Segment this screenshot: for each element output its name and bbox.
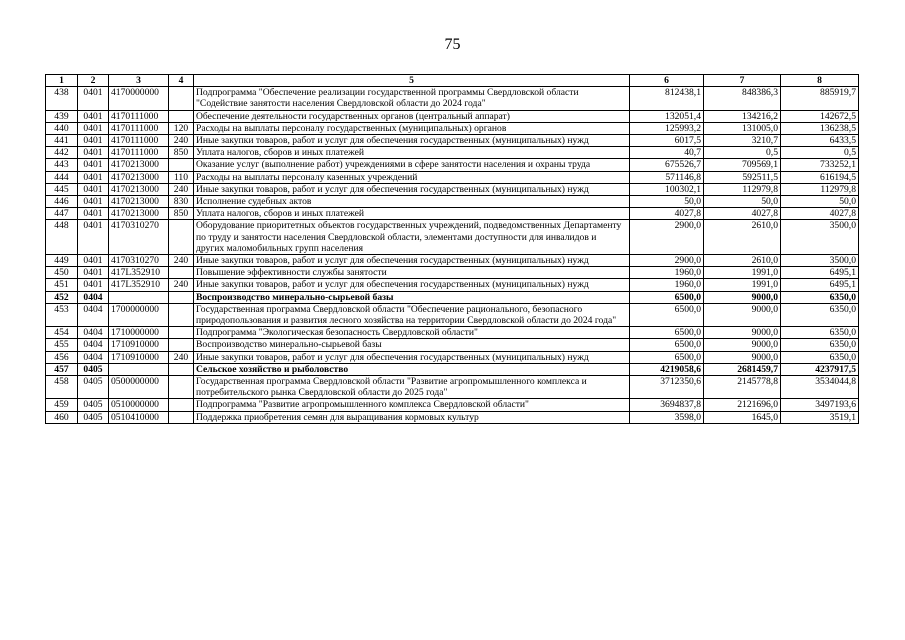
- table-row: [46, 220, 859, 255]
- amount-year1-cell: 6500,0: [630, 303, 704, 326]
- row-number-cell: 440: [46, 122, 78, 134]
- amount-year3-cell: 142672,5: [781, 110, 859, 122]
- table-row: [46, 110, 859, 122]
- expense-type-cell: [169, 339, 194, 351]
- amount-year3-cell: 3500,0: [781, 255, 859, 267]
- expense-type-cell: [169, 87, 194, 110]
- target-code-cell: 4170310270: [109, 220, 169, 255]
- description-cell: Подпрограмма "Экологическая безопасность Свердловской области": [194, 327, 630, 339]
- amount-year2-cell: 1991,0: [704, 267, 781, 279]
- amount-year1-cell: 3694837,8: [630, 399, 704, 411]
- row-number-cell: 448: [46, 220, 78, 255]
- amount-year2-cell: 112979,8: [704, 183, 781, 195]
- amount-year1-cell: 1960,0: [630, 279, 704, 291]
- target-code-cell: 4170213000: [109, 183, 169, 195]
- amount-year2-cell: 2145778,8: [704, 376, 781, 399]
- description-cell: Иные закупки товаров, работ и услуг для обеспечения государственных (муниципальных) нужд: [194, 183, 630, 195]
- table-row: [46, 255, 859, 267]
- row-number-cell: 438: [46, 87, 78, 110]
- table-row: [46, 208, 859, 220]
- row-number-cell: 457: [46, 363, 78, 375]
- amount-year1-cell: 40,7: [630, 147, 704, 159]
- expense-type-cell: [169, 267, 194, 279]
- header-cell: 2: [78, 75, 109, 87]
- description-cell: Подпрограмма "Обеспечение реализации государственной программы Свердловской области "Содействие занятости населения Свердловской области до 2024 года": [194, 87, 630, 110]
- expense-type-cell: [169, 363, 194, 375]
- table-row: [46, 291, 859, 303]
- section-code-cell: 0401: [78, 183, 109, 195]
- target-code-cell: 1710910000: [109, 351, 169, 363]
- table-row: [46, 399, 859, 411]
- expense-type-cell: 240: [169, 183, 194, 195]
- amount-year3-cell: 3519,1: [781, 411, 859, 423]
- target-code-cell: 4170213000: [109, 159, 169, 171]
- header-cell: 8: [781, 75, 859, 87]
- description-cell: Иные закупки товаров, работ и услуг для обеспечения государственных (муниципальных) нужд: [194, 135, 630, 147]
- section-code-cell: 0401: [78, 196, 109, 208]
- row-number-cell: 453: [46, 303, 78, 326]
- description-cell: Сельское хозяйство и рыболовство: [194, 363, 630, 375]
- amount-year1-cell: 125993,2: [630, 122, 704, 134]
- amount-year2-cell: 2121696,0: [704, 399, 781, 411]
- header-cell: 5: [194, 75, 630, 87]
- budget-table: [45, 74, 859, 424]
- description-cell: Расходы на выплаты персоналу государственных (муниципальных) органов: [194, 122, 630, 134]
- expense-type-cell: [169, 110, 194, 122]
- description-cell: Уплата налогов, сборов и иных платежей: [194, 147, 630, 159]
- target-code-cell: 0500000000: [109, 376, 169, 399]
- section-code-cell: 0401: [78, 122, 109, 134]
- table-row: [46, 351, 859, 363]
- expense-type-cell: 240: [169, 279, 194, 291]
- amount-year1-cell: 3598,0: [630, 411, 704, 423]
- section-code-cell: 0404: [78, 339, 109, 351]
- description-cell: Государственная программа Свердловской области "Обеспечение рационального, безопасного природопользования и развития лесного хозяйства на территории Свердловской области до 2024 года": [194, 303, 630, 326]
- row-number-cell: 445: [46, 183, 78, 195]
- expense-type-cell: 120: [169, 122, 194, 134]
- section-code-cell: 0401: [78, 220, 109, 255]
- description-cell: Иные закупки товаров, работ и услуг для обеспечения государственных (муниципальных) нужд: [194, 351, 630, 363]
- table-row: [46, 171, 859, 183]
- row-number-cell: 444: [46, 171, 78, 183]
- amount-year2-cell: 709569,1: [704, 159, 781, 171]
- row-number-cell: 455: [46, 339, 78, 351]
- section-code-cell: 0401: [78, 147, 109, 159]
- amount-year2-cell: 2681459,7: [704, 363, 781, 375]
- table-row: [46, 122, 859, 134]
- amount-year1-cell: 4219058,6: [630, 363, 704, 375]
- amount-year3-cell: 6433,5: [781, 135, 859, 147]
- section-code-cell: 0401: [78, 159, 109, 171]
- section-code-cell: 0401: [78, 87, 109, 110]
- header-cell: 4: [169, 75, 194, 87]
- amount-year2-cell: 0,5: [704, 147, 781, 159]
- amount-year2-cell: 4027,8: [704, 208, 781, 220]
- amount-year1-cell: 812438,1: [630, 87, 704, 110]
- description-cell: Исполнение судебных актов: [194, 196, 630, 208]
- section-code-cell: 0405: [78, 363, 109, 375]
- table-row: [46, 376, 859, 399]
- amount-year2-cell: 50,0: [704, 196, 781, 208]
- description-cell: Иные закупки товаров, работ и услуг для обеспечения государственных (муниципальных) нужд: [194, 279, 630, 291]
- row-number-cell: 439: [46, 110, 78, 122]
- expense-type-cell: 850: [169, 147, 194, 159]
- amount-year3-cell: 6350,0: [781, 327, 859, 339]
- expense-type-cell: 850: [169, 208, 194, 220]
- table-row: [46, 327, 859, 339]
- description-cell: Поддержка приобретения семян для выращивания кормовых культур: [194, 411, 630, 423]
- amount-year2-cell: 848386,3: [704, 87, 781, 110]
- description-cell: Оказание услуг (выполнение работ) учреждениями в сфере занятости населения и охраны труда: [194, 159, 630, 171]
- expense-type-cell: [169, 327, 194, 339]
- table-header-row: [46, 75, 859, 87]
- amount-year1-cell: 2900,0: [630, 255, 704, 267]
- target-code-cell: [109, 363, 169, 375]
- amount-year1-cell: 3712350,6: [630, 376, 704, 399]
- description-cell: Государственная программа Свердловской области "Развитие агропромышленного комплекса и потребительского рынка Свердловской области до 2025 года": [194, 376, 630, 399]
- expense-type-cell: [169, 376, 194, 399]
- target-code-cell: 417L352910: [109, 267, 169, 279]
- target-code-cell: 0510410000: [109, 411, 169, 423]
- amount-year3-cell: 4027,8: [781, 208, 859, 220]
- amount-year2-cell: 9000,0: [704, 327, 781, 339]
- row-number-cell: 460: [46, 411, 78, 423]
- amount-year1-cell: 6017,5: [630, 135, 704, 147]
- amount-year2-cell: 9000,0: [704, 339, 781, 351]
- amount-year3-cell: 616194,5: [781, 171, 859, 183]
- amount-year2-cell: 3210,7: [704, 135, 781, 147]
- section-code-cell: 0401: [78, 171, 109, 183]
- row-number-cell: 441: [46, 135, 78, 147]
- amount-year2-cell: 592511,5: [704, 171, 781, 183]
- amount-year3-cell: 50,0: [781, 196, 859, 208]
- amount-year3-cell: 136238,5: [781, 122, 859, 134]
- description-cell: Оборудование приоритетных объектов государственных учреждений, подведомственных Департаменту по труду и занятости населения Свердловской области, элементами доступности для инвалидов и других маломобильных групп населения: [194, 220, 630, 255]
- description-cell: Иные закупки товаров, работ и услуг для обеспечения государственных (муниципальных) нужд: [194, 255, 630, 267]
- description-cell: Обеспечение деятельности государственных органов (центральный аппарат): [194, 110, 630, 122]
- amount-year2-cell: 9000,0: [704, 351, 781, 363]
- section-code-cell: 0401: [78, 279, 109, 291]
- amount-year2-cell: 2610,0: [704, 255, 781, 267]
- expense-type-cell: 240: [169, 135, 194, 147]
- target-code-cell: 417L352910: [109, 279, 169, 291]
- amount-year3-cell: 885919,7: [781, 87, 859, 110]
- target-code-cell: 4170310270: [109, 255, 169, 267]
- table-row: [46, 87, 859, 110]
- amount-year3-cell: 3497193,6: [781, 399, 859, 411]
- description-cell: Подпрограмма "Развитие агропромышленного комплекса Свердловской области": [194, 399, 630, 411]
- expense-type-cell: [169, 411, 194, 423]
- amount-year1-cell: 132051,4: [630, 110, 704, 122]
- target-code-cell: 4170111000: [109, 122, 169, 134]
- expense-type-cell: 240: [169, 351, 194, 363]
- target-code-cell: 4170111000: [109, 110, 169, 122]
- expense-type-cell: [169, 303, 194, 326]
- target-code-cell: 4170213000: [109, 196, 169, 208]
- amount-year3-cell: 6350,0: [781, 351, 859, 363]
- section-code-cell: 0401: [78, 208, 109, 220]
- target-code-cell: 0510000000: [109, 399, 169, 411]
- table-row: [46, 135, 859, 147]
- amount-year2-cell: 9000,0: [704, 291, 781, 303]
- amount-year2-cell: 1991,0: [704, 279, 781, 291]
- section-code-cell: 0404: [78, 351, 109, 363]
- table-row: [46, 363, 859, 375]
- header-cell: 7: [704, 75, 781, 87]
- row-number-cell: 458: [46, 376, 78, 399]
- section-code-cell: 0404: [78, 327, 109, 339]
- amount-year1-cell: 50,0: [630, 196, 704, 208]
- amount-year3-cell: 112979,8: [781, 183, 859, 195]
- row-number-cell: 443: [46, 159, 78, 171]
- amount-year3-cell: 3534044,8: [781, 376, 859, 399]
- row-number-cell: 459: [46, 399, 78, 411]
- amount-year1-cell: 6500,0: [630, 339, 704, 351]
- row-number-cell: 454: [46, 327, 78, 339]
- table-row: [46, 147, 859, 159]
- amount-year1-cell: 2900,0: [630, 220, 704, 255]
- amount-year3-cell: 6350,0: [781, 291, 859, 303]
- expense-type-cell: [169, 220, 194, 255]
- expense-type-cell: 110: [169, 171, 194, 183]
- section-code-cell: 0401: [78, 255, 109, 267]
- description-cell: Воспроизводство минерально-сырьевой базы: [194, 291, 630, 303]
- amount-year1-cell: 1960,0: [630, 267, 704, 279]
- section-code-cell: 0401: [78, 267, 109, 279]
- row-number-cell: 442: [46, 147, 78, 159]
- amount-year1-cell: 4027,8: [630, 208, 704, 220]
- description-cell: Повышение эффективности службы занятости: [194, 267, 630, 279]
- target-code-cell: 4170000000: [109, 87, 169, 110]
- section-code-cell: 0404: [78, 303, 109, 326]
- amount-year1-cell: 6500,0: [630, 291, 704, 303]
- row-number-cell: 452: [46, 291, 78, 303]
- row-number-cell: 449: [46, 255, 78, 267]
- amount-year2-cell: 1645,0: [704, 411, 781, 423]
- amount-year3-cell: 4237917,5: [781, 363, 859, 375]
- amount-year2-cell: 2610,0: [704, 220, 781, 255]
- row-number-cell: 451: [46, 279, 78, 291]
- section-code-cell: 0404: [78, 291, 109, 303]
- amount-year3-cell: 6350,0: [781, 339, 859, 351]
- amount-year3-cell: 6495,1: [781, 279, 859, 291]
- amount-year1-cell: 100302,1: [630, 183, 704, 195]
- expense-type-cell: [169, 159, 194, 171]
- section-code-cell: 0401: [78, 110, 109, 122]
- row-number-cell: 446: [46, 196, 78, 208]
- description-cell: Уплата налогов, сборов и иных платежей: [194, 208, 630, 220]
- row-number-cell: 447: [46, 208, 78, 220]
- target-code-cell: 1710910000: [109, 339, 169, 351]
- amount-year3-cell: 6495,1: [781, 267, 859, 279]
- row-number-cell: 456: [46, 351, 78, 363]
- amount-year2-cell: 9000,0: [704, 303, 781, 326]
- table-row: [46, 279, 859, 291]
- section-code-cell: 0405: [78, 399, 109, 411]
- amount-year1-cell: 571146,8: [630, 171, 704, 183]
- row-number-cell: 450: [46, 267, 78, 279]
- amount-year1-cell: 6500,0: [630, 351, 704, 363]
- target-code-cell: 1710000000: [109, 327, 169, 339]
- expense-type-cell: 830: [169, 196, 194, 208]
- description-cell: Воспроизводство минерально-сырьевой базы: [194, 339, 630, 351]
- target-code-cell: 1700000000: [109, 303, 169, 326]
- target-code-cell: [109, 291, 169, 303]
- target-code-cell: 4170213000: [109, 171, 169, 183]
- table-row: [46, 196, 859, 208]
- expense-type-cell: [169, 291, 194, 303]
- amount-year3-cell: 0,5: [781, 147, 859, 159]
- target-code-cell: 4170111000: [109, 135, 169, 147]
- table-row: [46, 183, 859, 195]
- expense-type-cell: [169, 399, 194, 411]
- page-number: 75: [444, 36, 461, 53]
- description-cell: Расходы на выплаты персоналу казенных учреждений: [194, 171, 630, 183]
- table-row: [46, 159, 859, 171]
- section-code-cell: 0405: [78, 411, 109, 423]
- table-row: [46, 303, 859, 326]
- header-cell: 1: [46, 75, 78, 87]
- section-code-cell: 0401: [78, 135, 109, 147]
- table-row: [46, 267, 859, 279]
- expense-type-cell: 240: [169, 255, 194, 267]
- header-cell: 6: [630, 75, 704, 87]
- table-row: [46, 339, 859, 351]
- section-code-cell: 0405: [78, 376, 109, 399]
- amount-year1-cell: 675526,7: [630, 159, 704, 171]
- amount-year2-cell: 134216,2: [704, 110, 781, 122]
- amount-year1-cell: 6500,0: [630, 327, 704, 339]
- amount-year3-cell: 6350,0: [781, 303, 859, 326]
- target-code-cell: 4170213000: [109, 208, 169, 220]
- amount-year3-cell: 3500,0: [781, 220, 859, 255]
- header-cell: 3: [109, 75, 169, 87]
- target-code-cell: 4170111000: [109, 147, 169, 159]
- amount-year3-cell: 733252,1: [781, 159, 859, 171]
- table-row: [46, 411, 859, 423]
- amount-year2-cell: 131005,0: [704, 122, 781, 134]
